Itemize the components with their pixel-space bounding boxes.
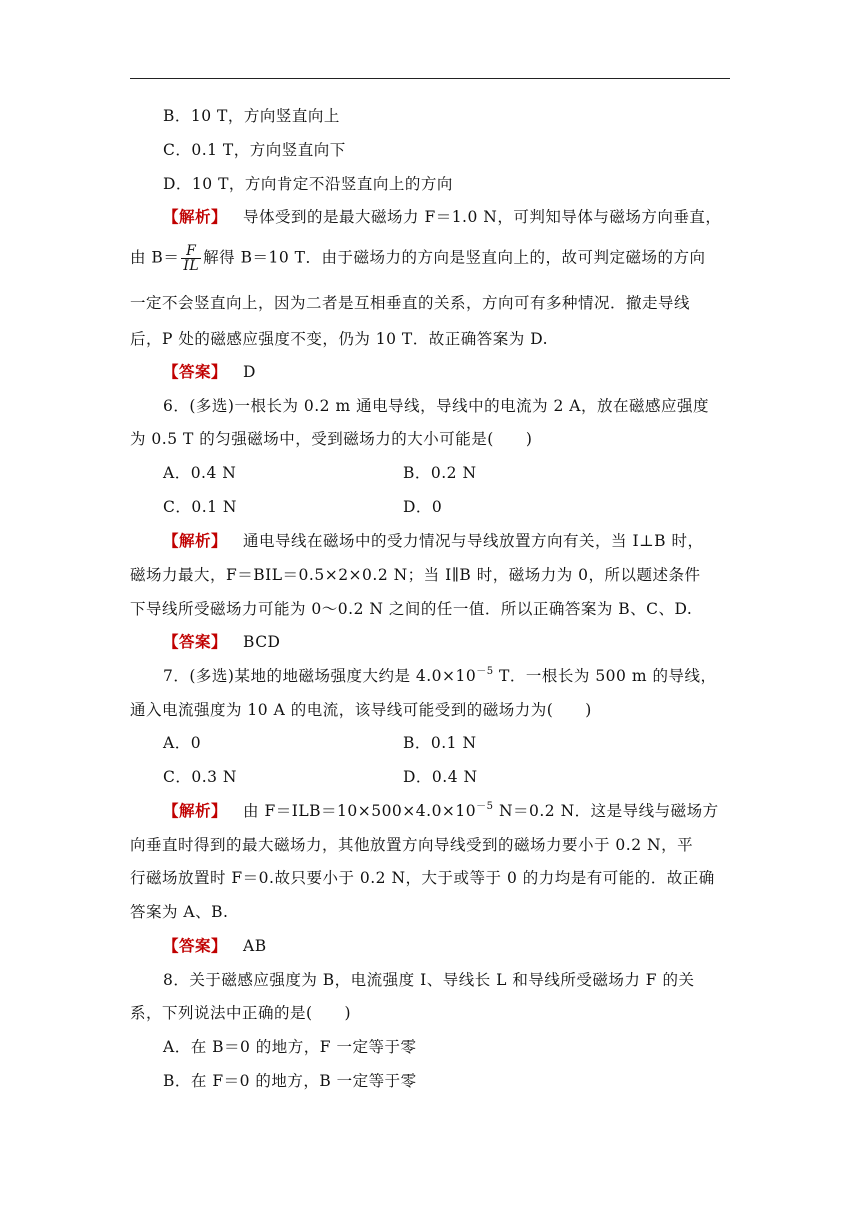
q5-option-c: C．0.1 T，方向竖直向下 [163, 141, 346, 159]
q6-option-d: D．0 [403, 498, 443, 516]
q8-stem-line2: 系，下列说法中正确的是( ) [130, 1004, 352, 1022]
q6-stem-line1: 6．(多选)一根长为 0.2 m 通电导线，导线中的电流为 2 A，放在磁感应强度 [163, 397, 709, 415]
q6-stem-line2: 为 0.5 T 的匀强磁场中，受到磁场力的大小可能是( ) [130, 430, 533, 448]
q6-option-c: C．0.1 N [163, 498, 237, 516]
q6-options-row1 [163, 463, 763, 483]
q5-analysis-line4: 后，P 处的磁感应强度不变，仍为 10 T．故正确答案为 D. [130, 330, 549, 348]
q7-analysis-line4: 答案为 A、B. [130, 903, 229, 921]
q8-stem-line1: 8．关于磁感应强度为 B，电流强度 I、导线长 L 和导线所受磁场力 F 的关 [163, 971, 695, 989]
q5-option-d: D．10 T，方向肯定不沿竖直向上的方向 [163, 175, 453, 193]
q7-analysis-line3: 行磁场放置时 F＝0.故只要小于 0.2 N，大于或等于 0 的力均是有可能的．故正确 [130, 869, 715, 887]
q8-option-a: A．在 B＝0 的地方，F 一定等于零 [163, 1038, 417, 1056]
q7-stem-line2: 通入电流强度为 10 A 的电流，该导线可能受到的磁场力为( ) [130, 701, 592, 719]
q8-option-b: B．在 F＝0 的地方，B 一定等于零 [163, 1072, 417, 1090]
analysis-label: 【解析】 [163, 207, 228, 226]
q7-option-b: B．0.1 N [403, 734, 477, 752]
analysis-label: 【解析】 [163, 531, 228, 550]
header-rule [130, 78, 730, 79]
q6-analysis-line2: 磁场力最大，F＝BIL＝0.5×2×0.2 N；当 I∥B 时，磁场力为 0，所以题述条件 [130, 566, 701, 584]
q7-option-c: C．0.3 N [163, 768, 237, 786]
q5-option-b: B．10 T，方向竖直向上 [163, 107, 340, 125]
q6-answer: 【答案】 BCD [163, 632, 281, 651]
q7-option-a: A．0 [163, 734, 202, 752]
q7-options-row1 [163, 733, 763, 753]
fraction-f-over-il: $\frac{F}{IL}$ [183, 243, 200, 274]
analysis-label: 【解析】 [163, 801, 228, 820]
q5-analysis-line1: 【解析】 导体受到的是最大磁场力 F＝1.0 N，可判知导体与磁场方向垂直， [163, 207, 722, 226]
answer-label: 【答案】 [163, 632, 228, 651]
q6-analysis-line3: 下导线所受磁场力可能为 0～0.2 N 之间的任一值．所以正确答案为 B、C、D. [130, 600, 693, 618]
q7-analysis-line2: 向垂直时得到的最大磁场力，其他放置方向导线受到的磁场力要小于 0.2 N，平 [130, 836, 694, 854]
q6-option-a: A．0.4 N [163, 464, 237, 482]
q5-analysis-line3: 一定不会竖直向上，因为二者是互相垂直的关系，方向可有多种情况．撤走导线 [130, 294, 691, 312]
q7-option-d: D．0.4 N [403, 768, 478, 786]
q6-analysis-line1: 【解析】 通电导线在磁场中的受力情况与导线放置方向有关，当 I⊥B 时， [163, 531, 704, 550]
answer-label: 【答案】 [163, 936, 228, 955]
q5-answer: 【答案】 D [163, 362, 256, 381]
answer-label: 【答案】 [163, 362, 228, 381]
q7-options-row2 [163, 767, 763, 787]
q5-analysis-line2: 由 B＝ $\frac{F}{IL}$ 解得 B＝10 T．由于磁场力的方向是竖直向上的，故可判定磁场的方向 [130, 243, 706, 274]
q7-answer: 【答案】 AB [163, 936, 267, 955]
q6-option-b: B．0.2 N [403, 464, 477, 482]
q7-stem-line1: 7．(多选)某地的地磁场强度大约是 $4.0\times 10^{-5}$ T．一根长为 500 m 的导线， [163, 666, 717, 685]
q7-analysis-line1: 【解析】 由 $F=ILB=10\times 500\times 4.0\times 10^{-5}$ N＝0.2 N．这是导线与磁场方 [163, 801, 719, 820]
q6-options-row2 [163, 497, 763, 517]
